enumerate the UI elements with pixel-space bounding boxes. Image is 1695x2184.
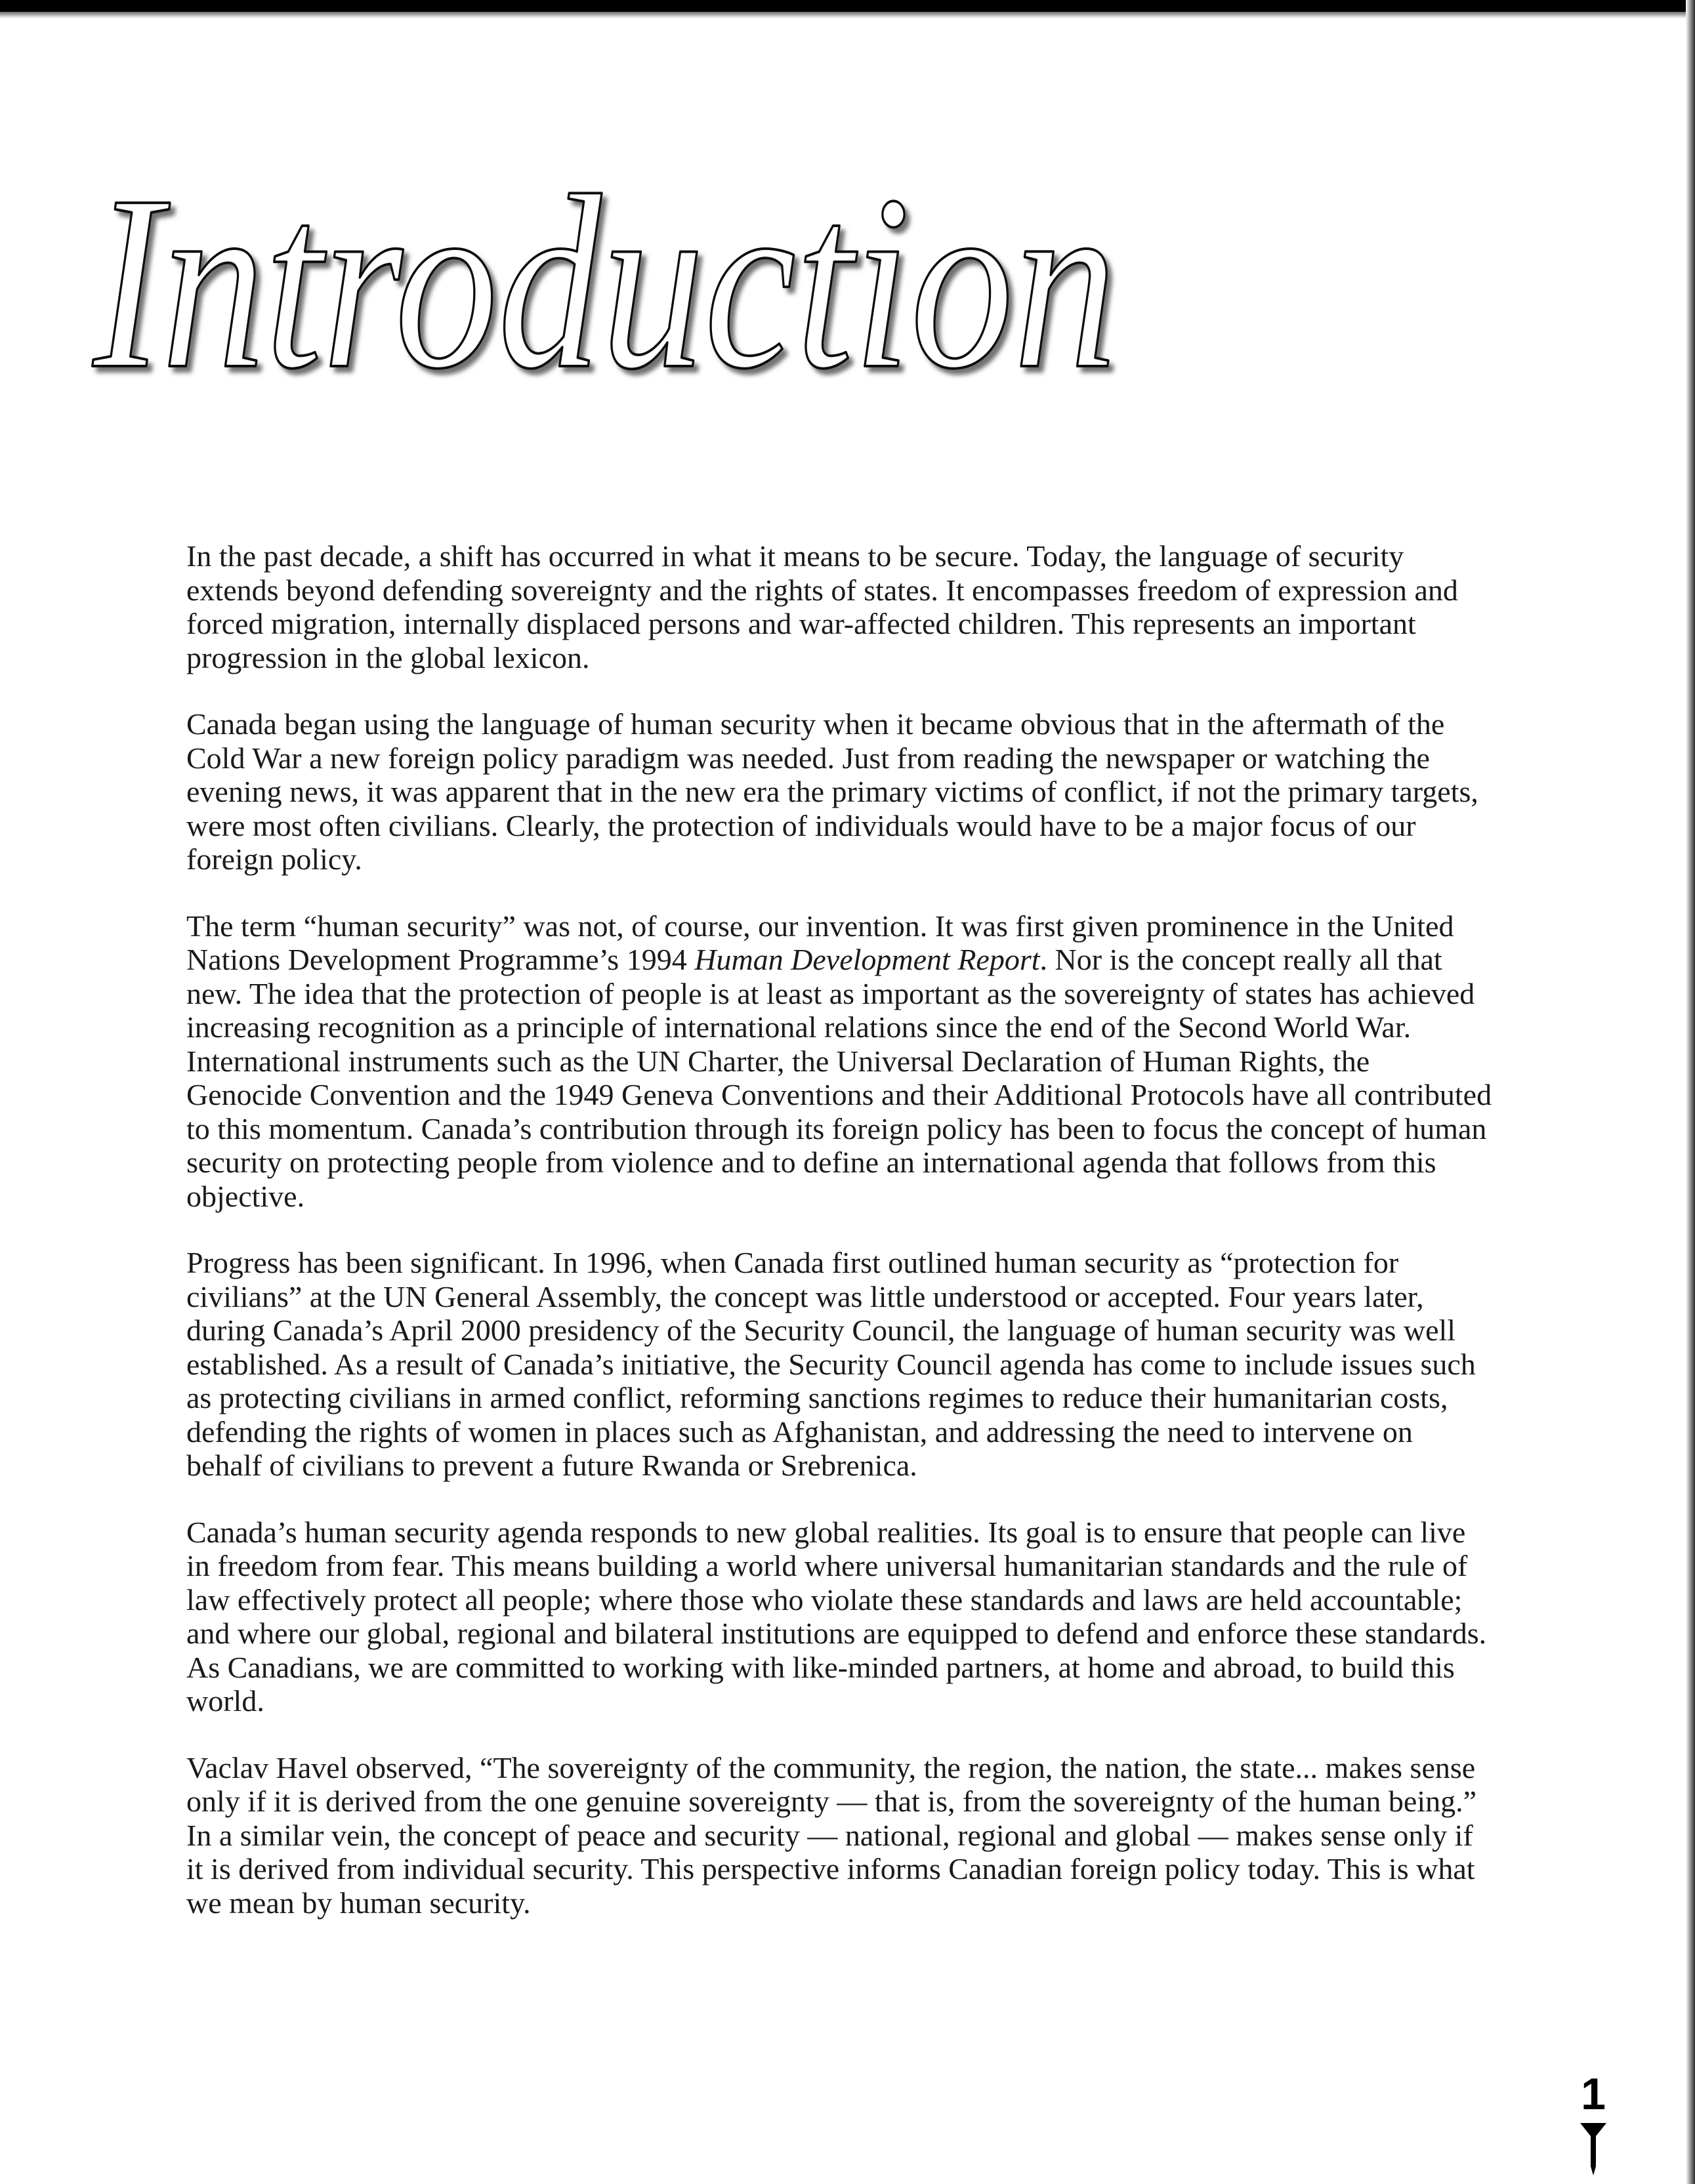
heading-outline-art bbox=[85, 125, 1135, 426]
paragraph: In the past decade, a shift has occurred in what it means to be secure. Today, the language of security extends beyond defending sovereignty and the rights of states. It encompasses freedom of expression and forced migration, internally displaced persons and war-affected children. This represents an important progression in the global lexicon. bbox=[186, 539, 1458, 674]
paragraph: Canada’s human security agenda responds to new global realities. Its goal is to ensure that people can live in freedom from fear. This means building a world where universal humanitarian standards and the rule of law effectively protect all people; where those who violate these standards and laws are held accountable; and where our global, regional and bilateral institutions are equipped to defend and enforce these standards. As Canadians, we are committed to working with like-minded partners, at home and abroad, to build this world. bbox=[186, 1515, 1487, 1718]
body-text bbox=[186, 539, 1492, 1952]
paragraph: Canada began using the language of human security when it became obvious that in the aftermath of the Cold War a new foreign policy paradigm was needed. Just from reading the newspaper or watching the evening news, it was apparent that in the new era the primary victims of conflict, if not the primary targets, were most often civilians. Clearly, the protection of individuals would have to be a major focus of our foreign policy. bbox=[186, 707, 1478, 876]
paragraph: Progress has been significant. In 1996, when Canada first outlined human security as “protection for civilians” at the UN General Assembly, the concept was little understood or accepted. Four years later, during Canada’s April 2000 presidency of the Security Council, the language of human security was well established. As a result of Canada’s initiative, the Security Council agenda has come to include issues such as protecting civilians in armed conflict, reforming sanctions regimes to reduce their humanitarian costs, defending the rights of women in places such as Afghanistan, and addressing the need to intervene on behalf of civilians to prevent a future Rwanda or Srebrenica. bbox=[186, 1246, 1476, 1482]
page-number: 1 bbox=[1581, 2069, 1606, 2119]
paragraph: Vaclav Havel observed, “The sovereignty of the community, the region, the nation, the state... makes sense only if it is derived from the one genuine sovereignty — that is, from the sovereignty of the human being.” In a similar vein, the concept of peace and security — national, regional and global — makes sense only if it is derived from individual security. This perspective informs Canadian foreign policy today. This is what we mean by human security. bbox=[186, 1750, 1477, 1920]
heading-text: Introduction bbox=[90, 144, 1117, 421]
paragraph bbox=[186, 909, 1492, 1214]
down-arrow-icon bbox=[1578, 2120, 1609, 2177]
page-heading bbox=[85, 125, 1135, 426]
report-title: Human Development Report bbox=[694, 943, 1040, 976]
paragraph-text: . Nor is the concept really all that new. The idea that the protection of people is at least as important as the sovereignty of states has achieved increasing recognition as a principle of international relations since the end of the Second World War. International instruments such as the UN Charter, the Universal Declaration of Human Rights, the Genocide Convention and the 1949 Geneva Conventions and their Additional Protocols have all contributed to this momentum. Canada’s contribution through its foreign policy has been to focus the concept of human security on protecting people from violence and to define an international agenda that follows from this objective. bbox=[186, 943, 1492, 1213]
paragraph-text: The term “human security” was not, of course, our invention. It was first given prominence in the United Nations Development Programme’s 1994 bbox=[186, 909, 1454, 976]
scan-shadow-top bbox=[0, 12, 1695, 18]
scan-edge-top bbox=[0, 0, 1695, 12]
scan-edge-right bbox=[1686, 0, 1695, 2184]
